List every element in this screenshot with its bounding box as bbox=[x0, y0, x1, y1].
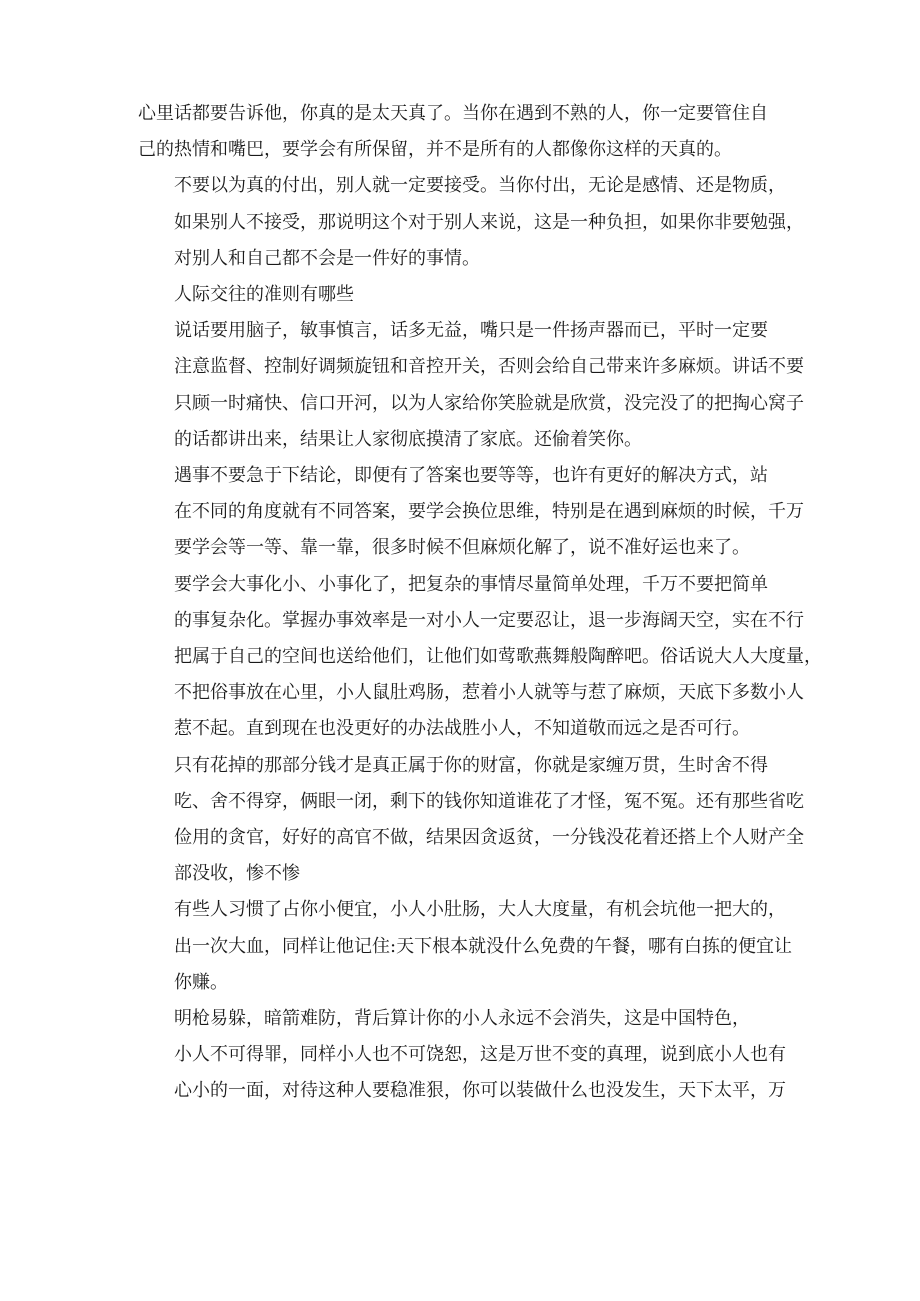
text-line: 不把俗事放在心里，小人鼠肚鸡肠，惹着小人就等与惹了麻烦，天底下多数小人 bbox=[174, 682, 804, 704]
paragraph bbox=[138, 567, 822, 748]
paragraph bbox=[138, 96, 790, 168]
text-line: 心小的一面，对待这种人要稳准狠，你可以装做什么也没发生，天下太平，万 bbox=[174, 1080, 786, 1102]
paragraph bbox=[138, 458, 804, 567]
text-line: 注意监督、控制好调频旋钮和音控开关，否则会给自己带来许多麻烦。讲话不要 bbox=[174, 356, 804, 378]
text-line: 小人不可得罪，同样小人也不可饶恕，这是万世不变的真理，说到底小人也有 bbox=[174, 1044, 786, 1066]
text-line: 有些人习惯了占你小便宜，小人小肚肠，大人大度量，有机会坑他一把大的， bbox=[174, 899, 786, 921]
text-line: 吃、舍不得穿，俩眼一闭，剩下的钱你知道谁花了才怪，冤不冤。还有那些省吃 bbox=[174, 790, 804, 812]
text-line: 部没收，惨不惨 bbox=[174, 863, 300, 885]
section-heading bbox=[138, 277, 790, 313]
text-line: 己的热情和嘴巴，要学会有所保留，并不是所有的人都像你这样的天真的。 bbox=[138, 139, 732, 161]
text-line: 心里话都要告诉他，你真的是太天真了。当你在遇到不熟的人，你一定要管住自 bbox=[138, 103, 768, 124]
text-line: 遇事不要急于下结论，即便有了答案也要等等，也许有更好的解决方式，站 bbox=[174, 465, 768, 487]
text-line: 只顾一时痛快、信口开河，以为人家给你笑脸就是欣赏，没完没了的把掏心窝子 bbox=[174, 392, 804, 414]
paragraph bbox=[138, 892, 793, 1001]
paragraph bbox=[138, 313, 804, 458]
paragraph bbox=[138, 748, 804, 893]
paragraph bbox=[138, 168, 804, 277]
text-line: 出一次大血，同样让他记住:天下根本就没什么免费的午餐，哪有白拣的便宜让 bbox=[174, 935, 793, 957]
text-line: 的事复杂化。掌握办事效率是一对小人一定要忍让，退一步海阔天空，实在不行 bbox=[174, 609, 804, 631]
text-line: 俭用的贪官，好好的高官不做，结果因贪返贫，一分钱没花着还搭上个人财产全 bbox=[174, 827, 804, 849]
text-line: 明枪易躲，暗箭难防，背后算计你的小人永远不会消失，这是中国特色， bbox=[174, 1008, 750, 1030]
text-line: 对别人和自己都不会是一件好的事情。 bbox=[174, 247, 480, 269]
paragraph bbox=[138, 1001, 790, 1110]
text-line: 的话都讲出来，结果让人家彻底摸清了家底。还偷着笑你。 bbox=[174, 428, 642, 450]
text-line: 惹不起。直到现在也没更好的办法战胜小人，不知道敬而远之是否可行。 bbox=[174, 718, 750, 740]
text-line: 要学会大事化小、小事化了，把复杂的事情尽量简单处理，千万不要把简单 bbox=[174, 573, 768, 595]
text-line: 不要以为真的付出，别人就一定要接受。当你付出，无论是感情、还是物质， bbox=[174, 175, 786, 197]
text-line: 你赚。 bbox=[174, 971, 228, 993]
text-line: 人际交往的准则有哪些 bbox=[174, 284, 354, 306]
text-line: 要学会等一等、靠一靠，很多时候不但麻烦化解了，说不准好运也来了。 bbox=[174, 537, 750, 559]
text-line: 只有花掉的那部分钱才是真正属于你的财富，你就是家缠万贯，生时舍不得 bbox=[174, 754, 768, 776]
text-line: 把属于自己的空间也送给他们，让他们如莺歌燕舞般陶醉吧。俗话说大人大度量， bbox=[174, 646, 822, 668]
text-line: 说话要用脑子，敏事慎言，话多无益，嘴只是一件扬声器而已，平时一定要 bbox=[174, 320, 768, 342]
text-line: 在不同的角度就有不同答案，要学会换位思维，特别是在遇到麻烦的时候，千万 bbox=[174, 501, 804, 523]
document-page bbox=[138, 96, 822, 1110]
text-line: 如果别人不接受，那说明这个对于别人来说，这是一种负担，如果你非要勉强， bbox=[174, 211, 804, 233]
